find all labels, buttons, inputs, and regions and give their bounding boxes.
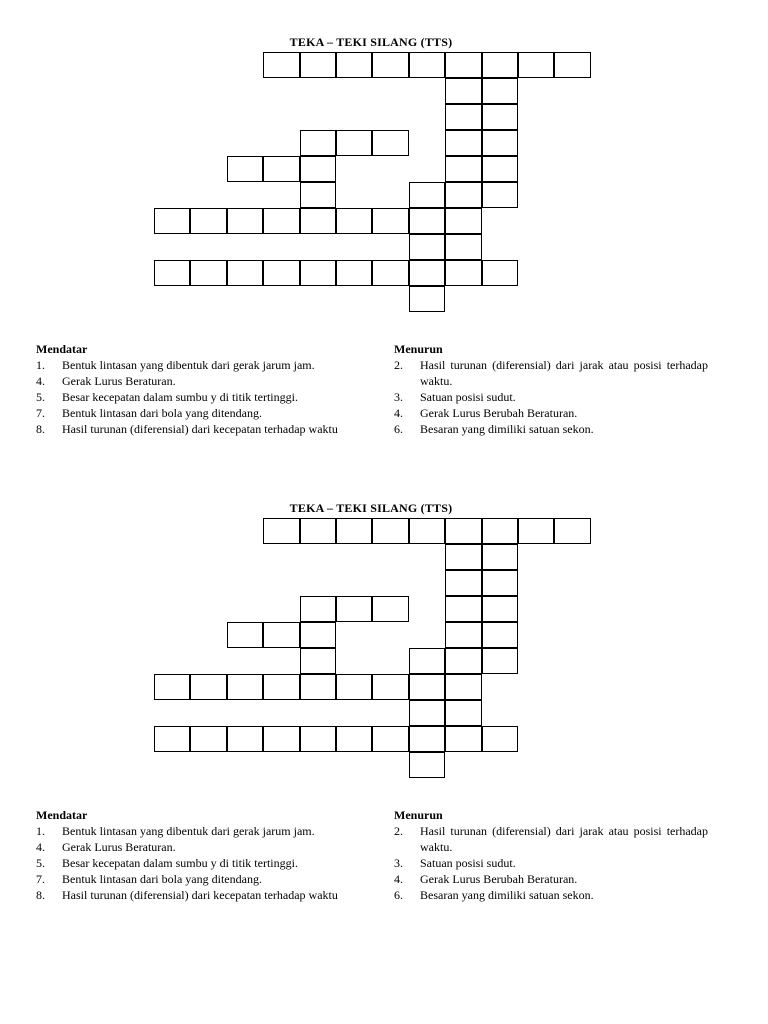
crossword-cell[interactable]: [190, 726, 226, 752]
crossword-cell[interactable]: [409, 234, 445, 260]
clue-number: 3.: [394, 390, 403, 404]
crossword-cell[interactable]: [409, 518, 445, 544]
crossword-cell[interactable]: [482, 260, 518, 286]
clue-across-7: [36, 871, 349, 887]
crossword-puzzle-2: [0, 466, 768, 932]
crossword-cell[interactable]: [263, 622, 299, 648]
crossword-cell[interactable]: [445, 596, 481, 622]
crossword-cell[interactable]: [263, 260, 299, 286]
crossword-cell[interactable]: [445, 570, 481, 596]
crossword-cell[interactable]: [445, 182, 481, 208]
crossword-cell[interactable]: [336, 260, 372, 286]
clue-text: Hasil turunan (diferensial) dari kecepatan terhadap waktu: [62, 422, 338, 436]
crossword-cell[interactable]: [445, 52, 481, 78]
crossword-cell[interactable]: [263, 518, 299, 544]
crossword-cell[interactable]: [227, 156, 263, 182]
crossword-puzzle-1: [0, 0, 768, 466]
clue-number: 8.: [36, 888, 45, 902]
clue-number: 5.: [36, 390, 45, 404]
crossword-cell[interactable]: [445, 518, 481, 544]
crossword-cell[interactable]: [227, 726, 263, 752]
crossword-cell[interactable]: [482, 544, 518, 570]
crossword-cell[interactable]: [300, 674, 336, 700]
clue-down-2: [394, 357, 708, 389]
crossword-cell[interactable]: [445, 156, 481, 182]
crossword-cell[interactable]: [518, 518, 554, 544]
crossword-cell[interactable]: [336, 596, 372, 622]
clues-down-heading: Menurun: [394, 342, 443, 356]
crossword-cell[interactable]: [336, 518, 372, 544]
crossword-cell[interactable]: [336, 130, 372, 156]
puzzle-title: TEKA – TEKI SILANG (TTS): [289, 501, 453, 515]
crossword-cell[interactable]: [409, 726, 445, 752]
crossword-cell[interactable]: [445, 130, 481, 156]
crossword-cell[interactable]: [445, 544, 481, 570]
clue-text: Gerak Lurus Berubah Beraturan.: [420, 406, 578, 420]
clue-text: Gerak Lurus Beraturan.: [62, 840, 176, 854]
clue-text: Besaran yang dimiliki satuan sekon.: [420, 422, 594, 436]
crossword-cell[interactable]: [190, 260, 226, 286]
clue-number: 6.: [394, 422, 403, 436]
crossword-cell[interactable]: [300, 156, 336, 182]
clue-number: 1.: [36, 358, 45, 372]
clue-number: 2.: [394, 824, 403, 838]
clue-across-5: [36, 855, 349, 871]
clue-text: Hasil turunan (diferensial) dari jarak atau posisi terhadap waktu.: [420, 358, 708, 388]
clue-number: 7.: [36, 872, 45, 886]
crossword-cell[interactable]: [263, 156, 299, 182]
clue-number: 4.: [36, 840, 45, 854]
clues-down-heading: Menurun: [394, 808, 443, 822]
crossword-cell[interactable]: [372, 518, 408, 544]
crossword-cell[interactable]: [372, 260, 408, 286]
crossword-cell[interactable]: [445, 648, 481, 674]
crossword-cell[interactable]: [482, 596, 518, 622]
clue-number: 2.: [394, 358, 403, 372]
clue-text: Besar kecepatan dalam sumbu y di titik tertinggi.: [62, 390, 298, 404]
clue-text: Hasil turunan (diferensial) dari jarak atau posisi terhadap waktu.: [420, 824, 708, 854]
crossword-cell[interactable]: [518, 52, 554, 78]
crossword-cell[interactable]: [300, 596, 336, 622]
clue-number: 4.: [394, 872, 403, 886]
clue-down-2: [394, 823, 708, 855]
crossword-cell[interactable]: [372, 52, 408, 78]
crossword-cell[interactable]: [482, 622, 518, 648]
clue-across-8: [36, 887, 349, 903]
clue-text: Satuan posisi sudut.: [420, 856, 516, 870]
clue-across-4: [36, 839, 349, 855]
crossword-cell[interactable]: [554, 52, 590, 78]
clue-number: 1.: [36, 824, 45, 838]
crossword-cell[interactable]: [300, 622, 336, 648]
clue-across-1: [36, 357, 349, 373]
clue-text: Hasil turunan (diferensial) dari kecepatan terhadap waktu: [62, 888, 338, 902]
crossword-cell[interactable]: [482, 518, 518, 544]
crossword-cell[interactable]: [372, 208, 408, 234]
clue-down-4: [394, 405, 708, 421]
crossword-cell[interactable]: [154, 674, 190, 700]
clue-across-4: [36, 373, 349, 389]
crossword-cell[interactable]: [227, 622, 263, 648]
crossword-cell[interactable]: [263, 208, 299, 234]
clue-number: 4.: [36, 374, 45, 388]
crossword-cell[interactable]: [372, 130, 408, 156]
clue-number: 8.: [36, 422, 45, 436]
clue-text: Besaran yang dimiliki satuan sekon.: [420, 888, 594, 902]
crossword-cell[interactable]: [154, 726, 190, 752]
crossword-cell[interactable]: [227, 674, 263, 700]
clue-text: Gerak Lurus Berubah Beraturan.: [420, 872, 578, 886]
clues-across: [36, 807, 349, 903]
clue-down-3: [394, 855, 708, 871]
crossword-grid: [0, 0, 768, 320]
crossword-cell[interactable]: [300, 260, 336, 286]
crossword-cell[interactable]: [190, 674, 226, 700]
clue-across-5: [36, 389, 349, 405]
crossword-cell[interactable]: [263, 52, 299, 78]
crossword-cell[interactable]: [336, 52, 372, 78]
crossword-cell[interactable]: [409, 260, 445, 286]
clues-down: [394, 341, 708, 437]
clue-text: Bentuk lintasan yang dibentuk dari gerak jarum jam.: [62, 358, 315, 372]
clue-text: Bentuk lintasan dari bola yang ditendang.: [62, 872, 262, 886]
clue-number: 3.: [394, 856, 403, 870]
crossword-cell[interactable]: [445, 234, 481, 260]
crossword-cell[interactable]: [409, 752, 445, 778]
crossword-cell[interactable]: [409, 700, 445, 726]
crossword-cell[interactable]: [445, 78, 481, 104]
clue-number: 5.: [36, 856, 45, 870]
crossword-cell[interactable]: [263, 726, 299, 752]
crossword-cell[interactable]: [482, 130, 518, 156]
crossword-cell[interactable]: [409, 674, 445, 700]
crossword-cell[interactable]: [372, 596, 408, 622]
clue-down-4: [394, 871, 708, 887]
crossword-cell[interactable]: [482, 648, 518, 674]
crossword-cell[interactable]: [300, 648, 336, 674]
clue-down-3: [394, 389, 708, 405]
clue-down-6: [394, 887, 708, 903]
clue-text: Gerak Lurus Beraturan.: [62, 374, 176, 388]
crossword-cell[interactable]: [409, 208, 445, 234]
crossword-cell[interactable]: [409, 286, 445, 312]
crossword-cell[interactable]: [445, 674, 481, 700]
crossword-cell[interactable]: [482, 52, 518, 78]
clue-across-7: [36, 405, 349, 421]
clues-across-heading: Mendatar: [36, 808, 88, 822]
crossword-cell[interactable]: [482, 156, 518, 182]
crossword-cell[interactable]: [482, 726, 518, 752]
crossword-cell[interactable]: [300, 518, 336, 544]
crossword-cell[interactable]: [445, 622, 481, 648]
crossword-cell[interactable]: [300, 726, 336, 752]
crossword-cell[interactable]: [190, 208, 226, 234]
clue-down-6: [394, 421, 708, 437]
puzzle-title: TEKA – TEKI SILANG (TTS): [289, 35, 453, 49]
crossword-cell[interactable]: [154, 260, 190, 286]
clue-text: Besar kecepatan dalam sumbu y di titik tertinggi.: [62, 856, 298, 870]
clues-down: [394, 807, 708, 903]
crossword-cell[interactable]: [336, 726, 372, 752]
crossword-cell[interactable]: [482, 104, 518, 130]
clues-across-heading: Mendatar: [36, 342, 88, 356]
crossword-cell[interactable]: [482, 78, 518, 104]
crossword-cell[interactable]: [300, 130, 336, 156]
clue-number: 7.: [36, 406, 45, 420]
clue-across-1: [36, 823, 349, 839]
clue-number: 4.: [394, 406, 403, 420]
clue-text: Bentuk lintasan yang dibentuk dari gerak jarum jam.: [62, 824, 315, 838]
clue-text: Satuan posisi sudut.: [420, 390, 516, 404]
crossword-cell[interactable]: [300, 182, 336, 208]
crossword-cell[interactable]: [409, 182, 445, 208]
crossword-cell[interactable]: [409, 52, 445, 78]
clue-number: 6.: [394, 888, 403, 902]
crossword-cell[interactable]: [372, 674, 408, 700]
crossword-cell[interactable]: [445, 104, 481, 130]
crossword-cell[interactable]: [300, 52, 336, 78]
crossword-cell[interactable]: [554, 518, 590, 544]
crossword-cell[interactable]: [445, 260, 481, 286]
crossword-cell[interactable]: [482, 182, 518, 208]
crossword-cell[interactable]: [300, 208, 336, 234]
crossword-grid: [0, 466, 768, 786]
crossword-cell[interactable]: [336, 674, 372, 700]
crossword-cell[interactable]: [445, 726, 481, 752]
crossword-cell[interactable]: [336, 208, 372, 234]
clue-text: Bentuk lintasan dari bola yang ditendang.: [62, 406, 262, 420]
crossword-cell[interactable]: [445, 208, 481, 234]
crossword-cell[interactable]: [227, 208, 263, 234]
crossword-cell[interactable]: [409, 648, 445, 674]
clues-across: [36, 341, 349, 437]
crossword-cell[interactable]: [263, 674, 299, 700]
crossword-cell[interactable]: [372, 726, 408, 752]
clue-across-8: [36, 421, 349, 437]
crossword-cell[interactable]: [227, 260, 263, 286]
crossword-cell[interactable]: [445, 700, 481, 726]
crossword-cell[interactable]: [154, 208, 190, 234]
crossword-cell[interactable]: [482, 570, 518, 596]
